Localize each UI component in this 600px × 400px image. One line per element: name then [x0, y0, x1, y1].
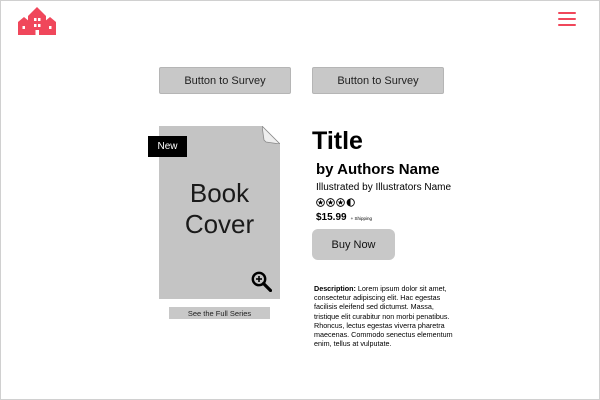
survey-button-1[interactable]: Button to Survey	[159, 67, 291, 94]
book-authors: by Authors Name	[316, 161, 440, 178]
house-logo-icon[interactable]	[18, 6, 56, 36]
price-row	[316, 212, 372, 223]
book-title: Title	[312, 127, 363, 155]
buy-now-button[interactable]: Buy Now	[312, 229, 395, 260]
cover-line-1: Book	[189, 178, 250, 208]
star-icon-full	[336, 198, 345, 207]
menu-bar	[558, 18, 576, 20]
page-curl-icon	[262, 126, 280, 144]
zoom-in-icon[interactable]	[251, 271, 272, 292]
book-cover-text	[159, 178, 280, 240]
see-full-series-button[interactable]: See the Full Series	[169, 307, 270, 319]
shipping-note: + Shipping	[350, 216, 372, 221]
menu-bar	[558, 12, 576, 14]
price: $15.99	[316, 212, 347, 223]
star-icon-full	[316, 198, 325, 207]
star-icon-full	[326, 198, 335, 207]
cover-line-2: Cover	[184, 209, 255, 239]
description-label: Description:	[314, 284, 356, 293]
star-icon-half	[346, 198, 355, 207]
star-rating	[316, 198, 355, 208]
description-text: Lorem ipsum dolor sit amet, consectetur adipiscing elit. Hac egestas facilisis eleifend sed dictumst. Massa, tristique elit curabitur non morbi penatibus. Rhoncus, lectus egestas viverra pharetra maecenas. Commodo senectus elementum enim, tellus at vulputate.	[314, 284, 453, 349]
menu-bar	[558, 24, 576, 26]
book-description	[314, 284, 460, 348]
new-badge: New	[148, 136, 187, 157]
book-illustrator: Illustrated by Illustrators Name	[316, 182, 452, 193]
hamburger-menu-icon[interactable]	[558, 12, 576, 28]
survey-button-2[interactable]: Button to Survey	[312, 67, 444, 94]
